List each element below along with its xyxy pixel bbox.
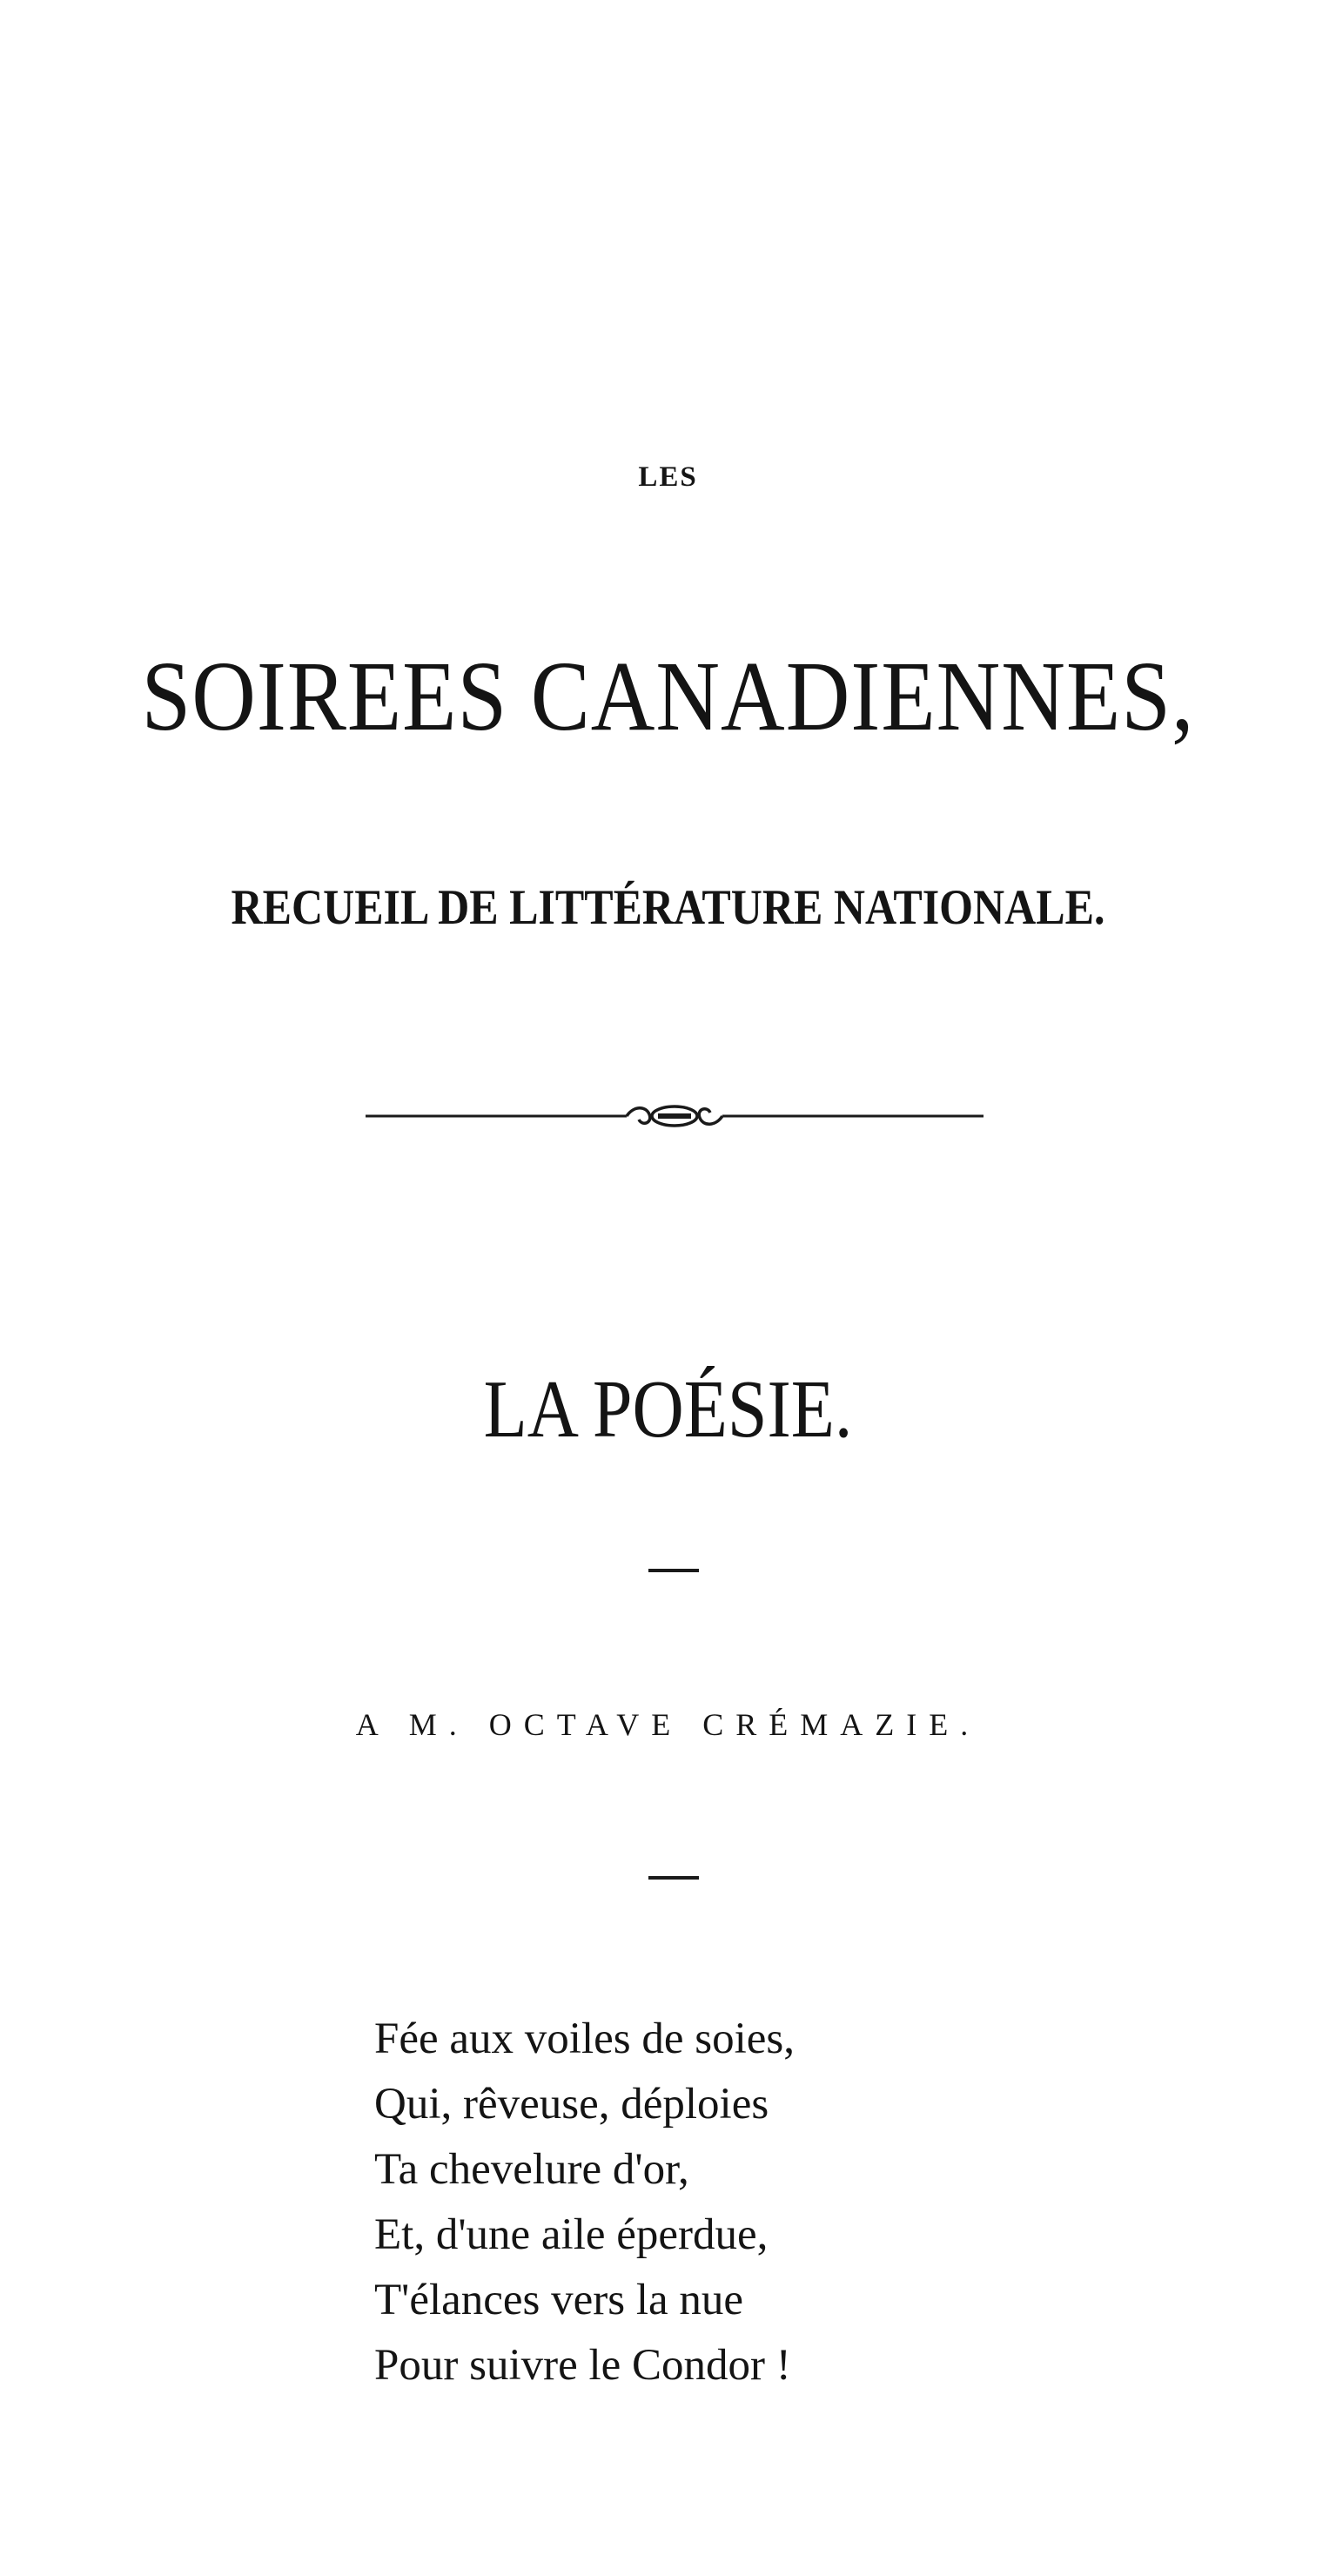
poem-line: T'élances vers la nue: [374, 2276, 744, 2324]
dash-separator: [648, 1876, 699, 1880]
section-title: LA POÉSIE.: [483, 1363, 853, 1455]
page-subtitle: RECUEIL DE LITTÉRATURE NATIONALE.: [231, 878, 1105, 935]
poem-line: Ta chevelure d'or,: [374, 2145, 689, 2194]
dedication: A M. OCTAVE CRÉMAZIE.: [355, 1707, 981, 1742]
dash-separator: [648, 1569, 699, 1572]
poem-line: Fée aux voiles de soies,: [374, 2014, 795, 2063]
poem-line: Et, d'une aile éperdue,: [374, 2210, 769, 2259]
poem-line: Pour suivre le Condor !: [374, 2341, 791, 2390]
page-title: SOIREES CANADIENNES,: [141, 642, 1195, 752]
ornament-divider: [366, 1099, 984, 1133]
poem-line: Qui, rêveuse, déploies: [374, 2080, 769, 2129]
pre-title: LES: [638, 461, 698, 493]
poem-stanza: [374, 2007, 795, 2398]
